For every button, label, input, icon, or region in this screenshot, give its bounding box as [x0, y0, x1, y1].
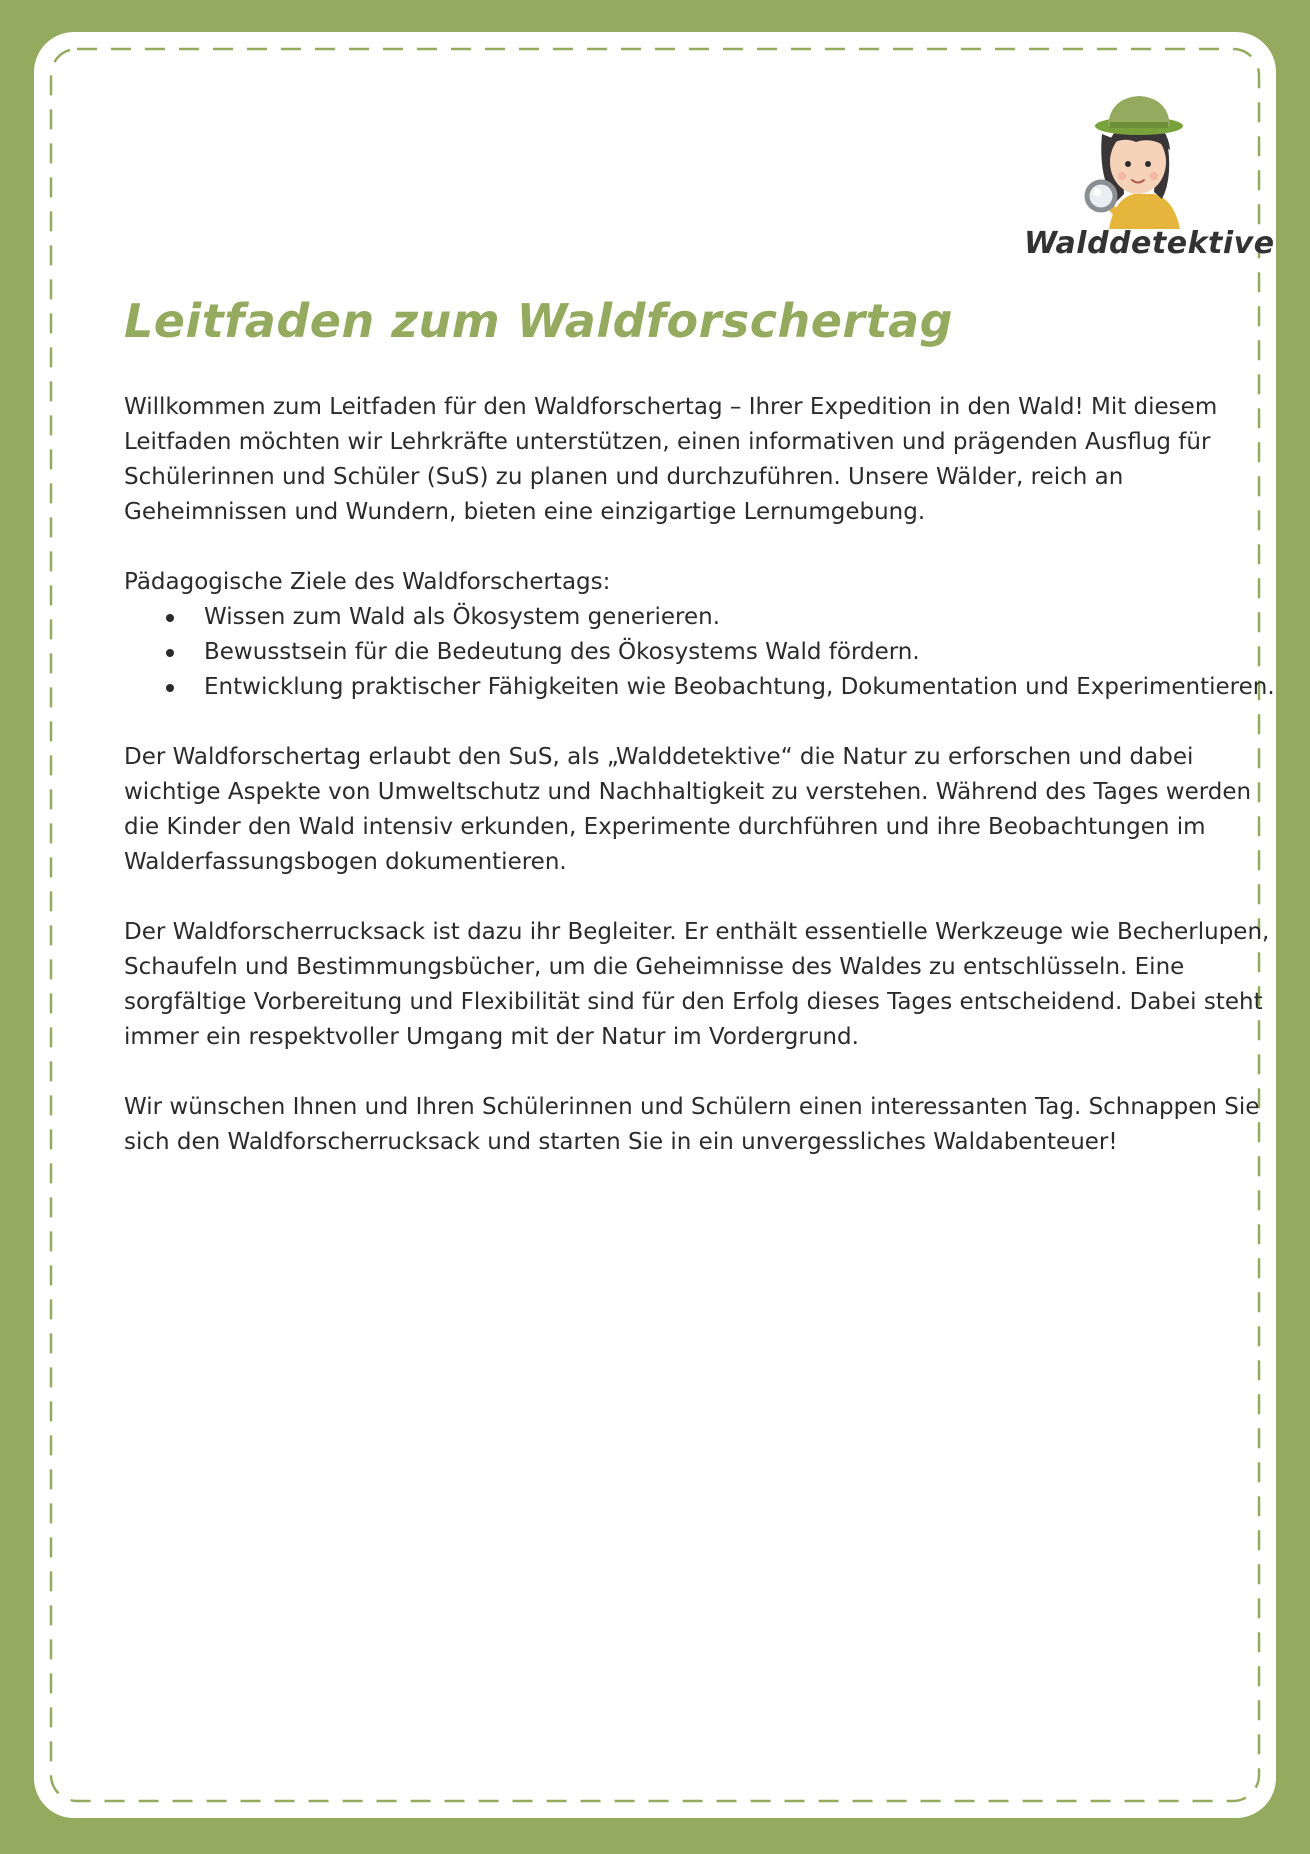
list-item-text: Bewusstsein für die Bedeutung des Ökosystems Wald fördern. [204, 638, 920, 665]
detective-girl-with-magnifier-icon [1024, 84, 1244, 229]
paragraph-walddetektive: Der Waldforschertag erlaubt den SuS, als „Walddetektive“ die Natur zu erforschen und dabei wichtige Aspekte von Umweltschutz und Nachhaltigkeit zu verstehen. Während des Tages werden die Kinder den Wald intensiv erkunden, Experimente durchführen und ihre Beobachtungen im Walderfassungsbogen dokumentieren. [124, 743, 1252, 875]
goals-list [124, 600, 1274, 705]
list-item [124, 600, 1274, 635]
goals-heading: Pädagogische Ziele des Waldforschertags: [124, 568, 611, 595]
page-card [34, 32, 1276, 1818]
intro-paragraph: Willkommen zum Leitfaden für den Waldforschertag – Ihrer Expedition in den Wald! Mit diesem Leitfaden möchten wir Lehrkräfte unterstützen, einen informativen und prägenden Ausflug für Schülerinnen und Schüler (SuS) zu planen und durchzuführen. Unsere Wälder, reich an Geheimnissen und Wundern, bieten eine einzigartige Lernumgebung. [124, 393, 1218, 525]
list-item [124, 635, 1274, 670]
bullet-icon [166, 649, 174, 657]
bullet-icon [166, 684, 174, 692]
paragraph-rucksack: Der Waldforscherrucksack ist dazu ihr Begleiter. Er enthält essentielle Werkzeuge wie Becherlupen, Schaufeln und Bestimmungsbücher, um die Geheimnisse des Waldes zu entschlüsseln. Eine sorgfältige Vorbereitung und Flexibilität sind für den Erfolg dieses Tages entscheidend. Dabei steht immer ein respektvoller Umgang mit der Natur im Vordergrund. [124, 918, 1270, 1050]
page-title: Leitfaden zum Waldforschertag [124, 294, 954, 348]
paragraph-closing: Wir wünschen Ihnen und Ihren Schülerinnen und Schülern einen interessanten Tag. Schnappen Sie sich den Waldforscherrucksack und starten Sie in ein unvergessliches Waldabenteuer! [124, 1093, 1260, 1155]
list-item-text: Wissen zum Wald als Ökosystem generieren. [204, 603, 721, 630]
list-item-text: Entwicklung praktischer Fähigkeiten wie Beobachtung, Dokumentation und Experimentieren. [204, 673, 1275, 700]
walddetektive-logo [1024, 84, 1275, 284]
list-item [124, 670, 1274, 705]
document-body [124, 292, 1274, 1195]
bullet-icon [166, 614, 174, 622]
logo-text: Walddetektive [1024, 226, 1275, 261]
